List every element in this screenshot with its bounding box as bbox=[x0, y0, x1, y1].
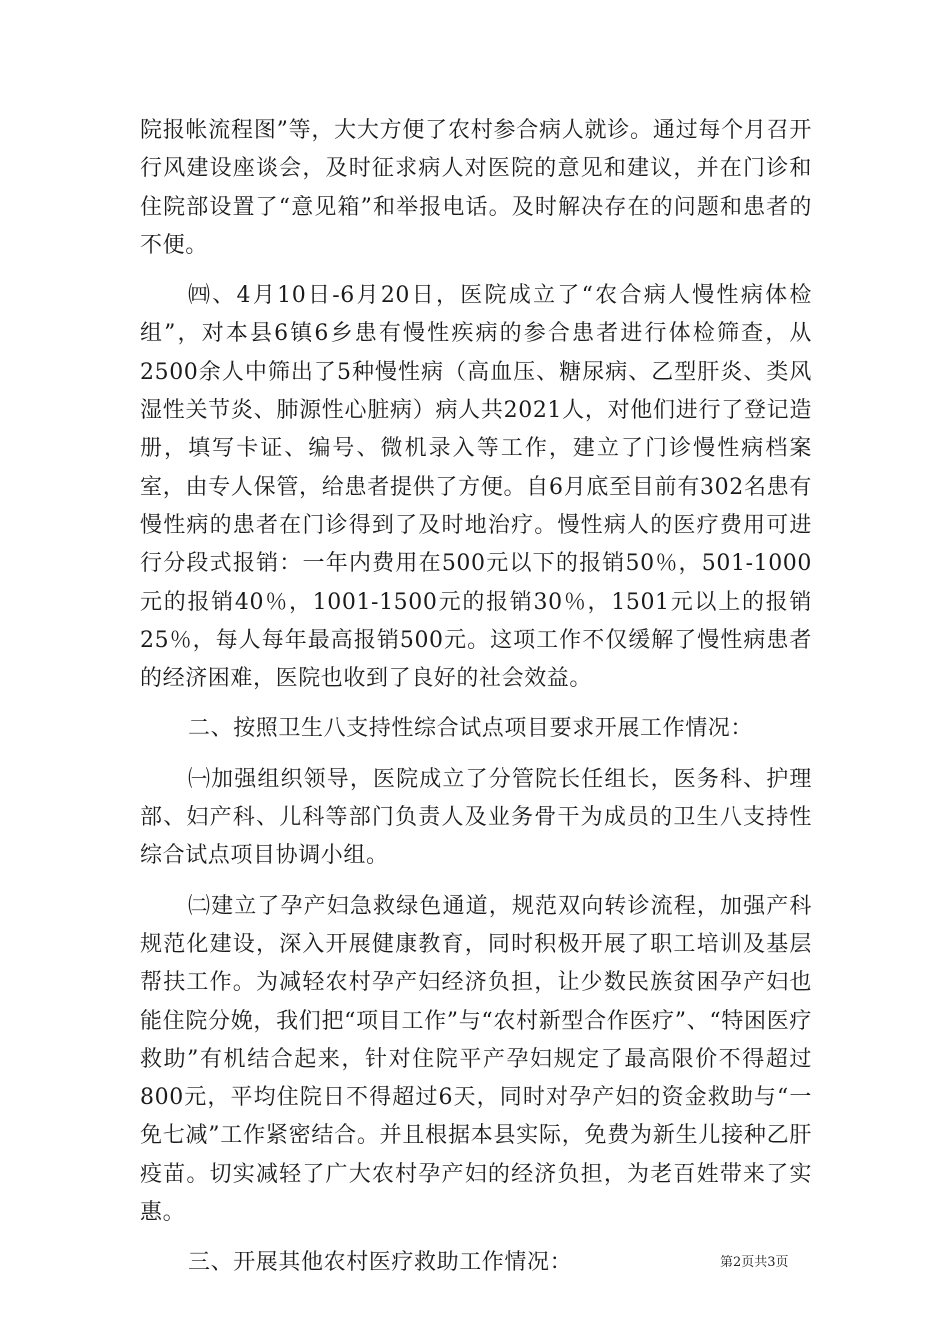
section-heading-two: 二、按照卫生八支持性综合试点项目要求开展工作情况： bbox=[188, 716, 754, 742]
paragraph-maternal-care: ㈡建立了孕产妇急救绿色通道，规范双向转诊流程，加强产科规范化建设，深入开展健康教育，同时积极开展了职工培训及基层帮扶工作。为减轻农村孕产妇经济负担，让少数民族贫困孕产妇也能住院分娩，我们把“项目工作”与“农村新型合作医疗”、“特困医疗救助”有机结合起来，针对住院平产孕妇规定了最高限价不得超过800元，平均住院日不得超过6天，同时对孕产妇的资金救助与“一免七减”工作紧密结合。并且根据本县实际，免费为新生儿接种乙肝疫苗。切实减轻了广大农村孕产妇的经济负担，为老百姓带来了实惠。 bbox=[140, 893, 812, 1226]
section-heading-three: 三、开展其他农村医疗救助工作情况： bbox=[188, 1250, 573, 1276]
paragraph-organization: ㈠加强组织领导，医院成立了分管院长任组长，医务科、护理部、妇产科、儿科等部门负责人及业务骨干为成员的卫生八支持性综合试点项目协调小组。 bbox=[140, 766, 812, 869]
paragraph-chronic-disease: ㈣、4月10日-6月20日，医院成立了“农合病人慢性病体检组”，对本县6镇6乡患有慢性疾病的参合患者进行体检筛查，从2500余人中筛出了5种慢性病（高血压、糖尿病、乙型肝炎、类风湿性关节炎、肺源性心脏病）病人共2021人，对他们进行了登记造册，填写卡证、编号、微机录入等工作，建立了门诊慢性病档案室，由专人保管，给患者提供了方便。自6月底至目前有302名患有慢性病的患者在门诊得到了及时地治疗。慢性病人的医疗费用可进行分段式报销：一年内费用在500元以下的报销50％，501-1000元的报销40％，1001-1500元的报销30％，1501元以上的报销25％，每人每年最高报销500元。这项工作不仅缓解了慢性病患者的经济困难，医院也收到了良好的社会效益。 bbox=[140, 283, 812, 692]
paragraph-reimbursement-continued: 院报帐流程图”等，大大方便了农村参合病人就诊。通过每个月召开行风建设座谈会，及时征求病人对医院的意见和建议，并在门诊和住院部设置了“意见箱”和举报电话。及时解决存在的问题和患者的不便。 bbox=[140, 118, 812, 258]
document-body bbox=[140, 112, 812, 1283]
page-number-footer: 第2页共3页 bbox=[720, 1255, 789, 1270]
